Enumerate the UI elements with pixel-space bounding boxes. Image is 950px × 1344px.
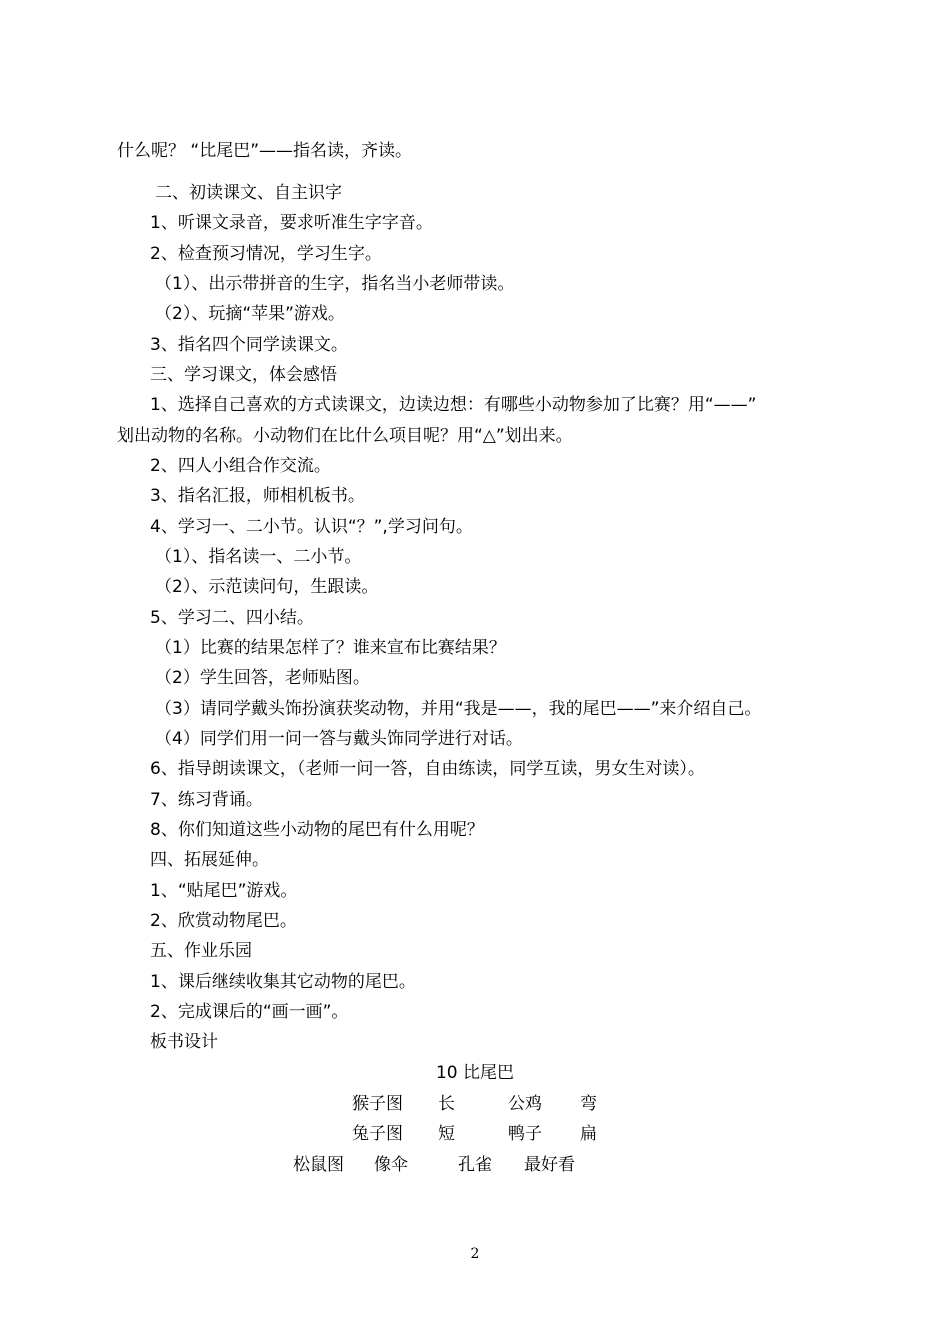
- board-cell: 兔子图: [352, 1124, 403, 1144]
- section-heading-3: 三、学习课文，体会感悟: [150, 365, 337, 385]
- board-cell: 公鸡: [508, 1094, 542, 1114]
- text-line-11: 2、四人小组合作交流。: [150, 456, 331, 476]
- board-cell: 鸭子: [508, 1124, 542, 1144]
- text-line-12: 3、指名汇报，师相机板书。: [150, 486, 365, 506]
- text-line-13: 4、学习一、二小节。认识“？”,学习问句。: [150, 517, 473, 537]
- text-line-20: （4）同学们用一问一答与戴头饰同学进行对话。: [155, 729, 523, 749]
- text-line-29: 2、完成课后的“画一画”。: [150, 1002, 349, 1022]
- text-line-1: 什么呢？ “比尾巴”——指名读，齐读。: [117, 141, 413, 161]
- text-line-19: （3）请同学戴头饰扮演获奖动物，并用“我是——，我的尾巴——”来介绍自己。: [155, 699, 762, 719]
- text-line-17: （1）比赛的结果怎样了？谁来宣布比赛结果？: [155, 638, 506, 658]
- board-cell: 短: [438, 1124, 455, 1144]
- text-line-21: 6、指导朗读课文，（老师一问一答，自由练读，同学互读，男女生对读）。: [150, 759, 705, 779]
- board-cell: 扁: [580, 1124, 597, 1144]
- text-line-28: 1、课后继续收集其它动物的尾巴。: [150, 972, 416, 992]
- text-line-10: 划出动物的名称。小动物们在比什么项目呢？用“△”划出来。: [117, 426, 573, 446]
- board-cell: 像伞: [374, 1155, 408, 1175]
- text-line-15: （2）、示范读问句，生跟读。: [155, 577, 379, 597]
- text-line-5: （1）、出示带拼音的生字，指名当小老师带读。: [155, 274, 515, 294]
- board-title: 10 比尾巴: [435, 1063, 515, 1083]
- text-line-25: 1、“贴尾巴”游戏。: [150, 881, 298, 901]
- board-design-heading: 板书设计: [150, 1032, 218, 1052]
- section-heading-2: 二、初读课文、自主识字: [155, 183, 342, 203]
- board-cell: 猴子图: [352, 1094, 403, 1114]
- text-line-6: （2）、玩摘“苹果”游戏。: [155, 304, 345, 324]
- board-cell: 长: [438, 1094, 455, 1114]
- board-cell: 松鼠图: [293, 1155, 344, 1175]
- text-line-7: 3、指名四个同学读课文。: [150, 335, 348, 355]
- section-heading-5: 五、作业乐园: [150, 941, 252, 961]
- text-line-9: 1、选择自己喜欢的方式读课文，边读边想：有哪些小动物参加了比赛？用“——”: [150, 395, 757, 415]
- board-cell: 最好看: [524, 1155, 575, 1175]
- board-cell: 孔雀: [458, 1155, 492, 1175]
- page-number: 2: [470, 1246, 480, 1262]
- text-line-16: 5、学习二、四小结。: [150, 608, 314, 628]
- board-cell: 弯: [580, 1094, 597, 1114]
- text-line-18: （2）学生回答，老师贴图。: [155, 668, 370, 688]
- text-line-22: 7、练习背诵。: [150, 790, 263, 810]
- text-line-26: 2、欣赏动物尾巴。: [150, 911, 297, 931]
- text-line-14: （1）、指名读一、二小节。: [155, 547, 362, 567]
- text-line-4: 2、检查预习情况，学习生字。: [150, 244, 382, 264]
- text-line-23: 8、你们知道这些小动物的尾巴有什么用呢？: [150, 820, 484, 840]
- section-heading-4: 四、拓展延伸。: [150, 850, 269, 870]
- text-line-3: 1、听课文录音，要求听准生字字音。: [150, 213, 433, 233]
